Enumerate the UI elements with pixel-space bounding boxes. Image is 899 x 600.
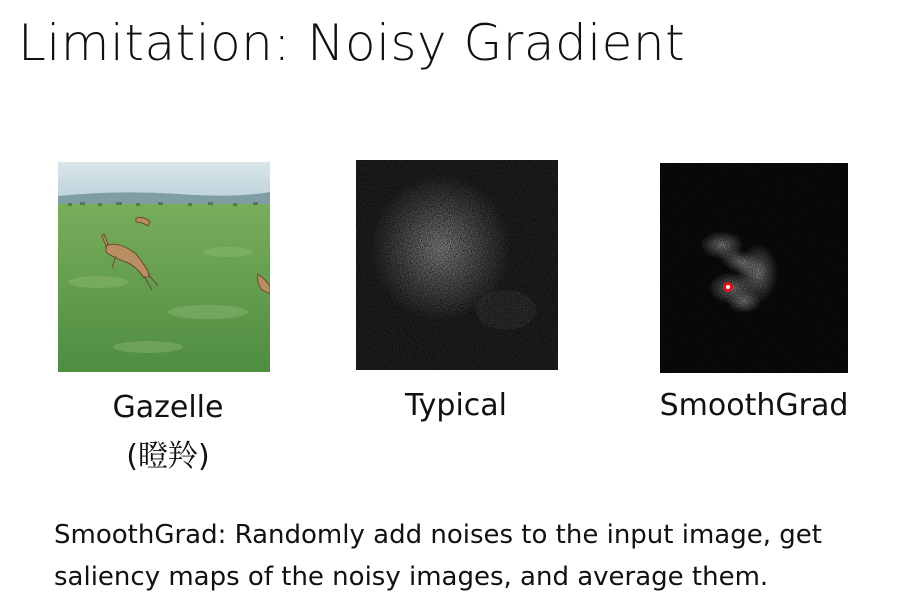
gazelle-caption-chinese: (瞪羚) xyxy=(126,439,210,474)
gazelle-caption xyxy=(58,390,278,475)
gazelle-image xyxy=(58,162,270,372)
smoothgrad-saliency-image xyxy=(660,163,848,373)
slide-title: Limitation: Noisy Gradient xyxy=(18,14,686,72)
gazelle-caption-label: Gazelle xyxy=(112,390,224,425)
typical-caption: Typical xyxy=(405,388,507,423)
description-text: SmoothGrad: Randomly add noises to the input image, get saliency maps of the noisy images, and average them. xyxy=(54,520,822,592)
smoothgrad-caption: SmoothGrad xyxy=(659,388,849,423)
typical-saliency-image xyxy=(356,160,558,370)
